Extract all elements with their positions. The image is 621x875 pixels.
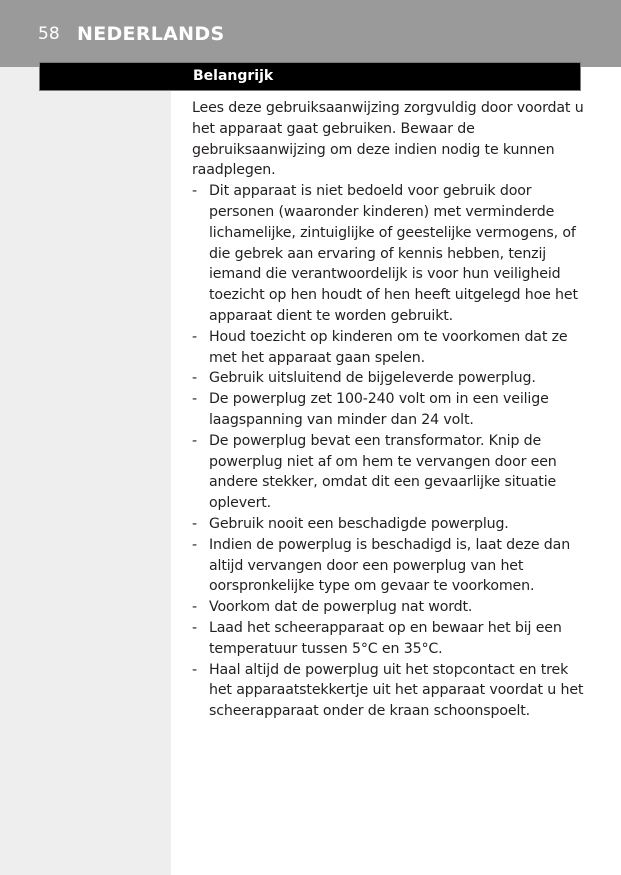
list-item-text: Voorkom dat de powerplug nat wordt. [209, 599, 473, 616]
content-body [192, 98, 584, 722]
header-band [0, 0, 621, 67]
bullet-dash: - [192, 536, 197, 553]
list-item [192, 597, 584, 618]
list-item [192, 431, 584, 514]
page-number: 58 [38, 24, 60, 44]
list-item [192, 618, 584, 660]
list-item [192, 535, 584, 597]
list-item [192, 389, 584, 431]
bullet-dash: - [192, 328, 197, 345]
list-item-text: Indien de powerplug is beschadigd is, laat deze dan altijd vervangen door een powerplug van het oorspronkelijke type om gevaar te voorkomen. [209, 536, 571, 595]
bullet-dash: - [192, 599, 197, 616]
list-item-text: Gebruik nooit een beschadigde powerplug. [209, 515, 509, 532]
section-title: NEDERLANDS [77, 23, 225, 45]
section-heading: Belangrijk [193, 68, 274, 84]
bullet-dash: - [192, 391, 197, 408]
intro-paragraph: Lees deze gebruiksaanwijzing zorgvuldig door voordat u het apparaat gaat gebruiken. Bewaar de gebruiksaanwijzing om deze indien nodig te kunnen raadplegen. [192, 100, 584, 179]
list-item-text: Houd toezicht op kinderen om te voorkomen dat ze met het apparaat gaan spelen. [209, 328, 568, 366]
bullet-dash: - [192, 183, 197, 200]
left-margin-column [0, 67, 171, 875]
list-item [192, 181, 584, 327]
list-item [192, 660, 584, 722]
bullet-dash: - [192, 432, 197, 449]
warning-list [192, 181, 584, 722]
list-item-text: Laad het scheerapparaat op en bewaar het bij een temperatuur tussen 5°C en 35°C. [209, 619, 562, 657]
bullet-dash: - [192, 370, 197, 387]
list-item [192, 368, 584, 389]
list-item-text: Gebruik uitsluitend de bijgeleverde powerplug. [209, 370, 536, 387]
heading-bar [39, 62, 581, 91]
list-item-text: Haal altijd de powerplug uit het stopcontact en trek het apparaatstekkertje uit het apparaat voordat u het scheerapparaat onder de kraan schoonspoelt. [209, 661, 584, 720]
list-item-text: Dit apparaat is niet bedoeld voor gebruik door personen (waaronder kinderen) met verminderde lichamelijke, zintuiglijke of geestelijke vermogens, of die gebrek aan ervaring of kennis hebben, tenzij iemand die verantwoordelijk is voor hun veiligheid toezicht op hen houdt of hen heeft uitgelegd hoe het apparaat dient te worden gebruikt. [209, 183, 578, 324]
bullet-dash: - [192, 661, 197, 678]
list-item-text: De powerplug bevat een transformator. Knip de powerplug niet af om hem te vervangen door een andere stekker, omdat dit een gevaarlijke situatie oplevert. [209, 432, 557, 512]
list-item-text: De powerplug zet 100-240 volt om in een veilige laagspanning van minder dan 24 volt. [209, 391, 549, 428]
bullet-dash: - [192, 515, 197, 532]
list-item [192, 327, 584, 369]
list-item [192, 514, 584, 535]
bullet-dash: - [192, 619, 197, 636]
